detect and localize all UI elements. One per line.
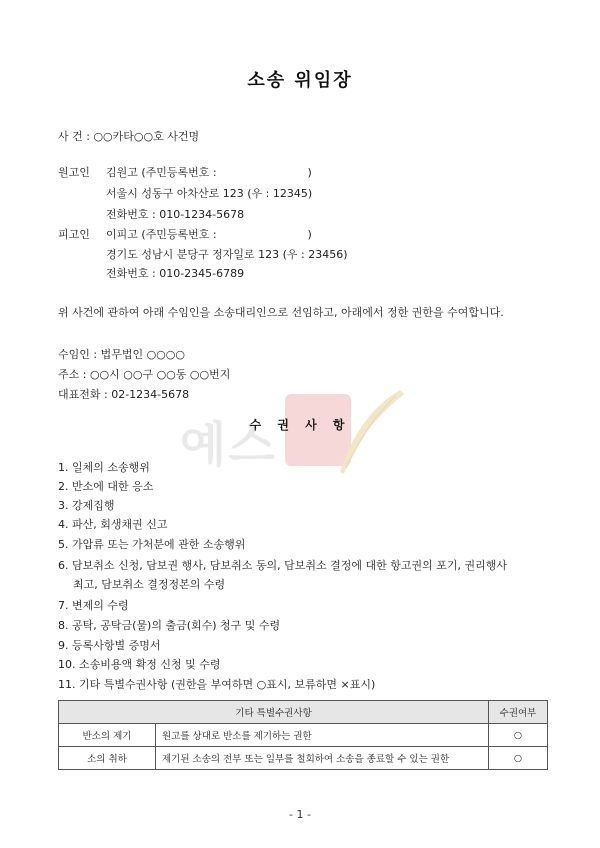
rights-item: 10. 소송비용액 확정 신청 및 수령	[58, 658, 221, 671]
page-number: - 1 -	[289, 808, 311, 821]
case-label: 사 건 :	[58, 130, 90, 143]
rights-title: 수 권 사 항	[249, 418, 351, 432]
document-title: 소송 위임장	[247, 70, 353, 91]
table-header-grant: 수권여부	[489, 701, 548, 724]
plaintiff-phone: 전화번호 : 010-1234-5678	[106, 208, 245, 221]
row-description: 제기된 소송의 전부 또는 일부를 철회하여 소송을 종료할 수 있는 권한	[156, 747, 489, 770]
row-description: 원고를 상대로 반소를 제기하는 권한	[156, 724, 489, 747]
rights-item: 2. 반소에 대한 응소	[58, 480, 154, 493]
rights-item: 3. 강제집행	[58, 499, 115, 512]
table-row	[59, 747, 548, 770]
plaintiff-label: 원고인	[58, 166, 90, 179]
case-value: ○○카타○○호 사건명	[93, 130, 200, 143]
table-row	[59, 724, 548, 747]
rights-item: 4. 파산, 회생채권 신고	[58, 518, 168, 531]
rights-item: 7. 변제의 수령	[58, 599, 129, 612]
agent-name: 수임인 : 법무법인 ○○○○	[58, 348, 185, 361]
agent-phone: 대표전화 : 02-1234-5678	[58, 388, 190, 401]
rights-item: 6. 담보취소 신청, 담보권 행사, 담보취소 동의, 담보취소 결정에 대한 항고권의 포기, 권리행사	[58, 559, 507, 572]
agent-address: 주소 : ○○시 ○○구 ○○동 ○○번지	[58, 368, 231, 381]
rights-item: 11. 기타 특별수권사항 (권한을 부여하면 ○표시, 보류하면 ×표시)	[58, 678, 376, 691]
plaintiff-address: 서울시 성동구 아차산로 123 (우 : 12345)	[106, 187, 313, 200]
rights-item: 5. 가압류 또는 가처분에 관한 소송행위	[58, 538, 246, 551]
defendant-label: 피고인	[58, 228, 90, 241]
row-name: 반소의 제기	[59, 724, 156, 747]
defendant-address: 경기도 성남시 분당구 정자일로 123 (우 : 23456)	[106, 248, 348, 261]
plaintiff-name: 김원고 (주민등록번호 : )	[106, 166, 312, 179]
watermark-text: 예스	[180, 417, 277, 473]
defendant-phone: 전화번호 : 010-2345-6789	[106, 267, 245, 280]
rights-item-continuation: 최고, 담보취소 결정정본의 수령	[73, 578, 226, 591]
table-header-rights: 기타 특별수권사항	[59, 701, 489, 724]
rights-item: 1. 일체의 소송행위	[58, 461, 150, 474]
row-grant-mark: ○	[489, 747, 548, 770]
defendant-name: 이피고 (주민등록번호 : )	[106, 228, 312, 241]
case-line	[58, 128, 199, 144]
watermark-logo	[180, 392, 430, 482]
special-rights-table	[58, 700, 548, 770]
rights-item: 9. 등록사항별 증명서	[58, 639, 161, 652]
appointment-statement: 위 사건에 관하여 아래 수임인을 소송대리인으로 선임하고, 아래에서 정한 권한을 수여합니다.	[58, 306, 504, 319]
table-header-row	[59, 701, 548, 724]
rights-item: 8. 공탁, 공탁금(물)의 출금(회수) 청구 및 수령	[58, 619, 281, 632]
row-grant-mark: ○	[489, 724, 548, 747]
row-name: 소의 취하	[59, 747, 156, 770]
